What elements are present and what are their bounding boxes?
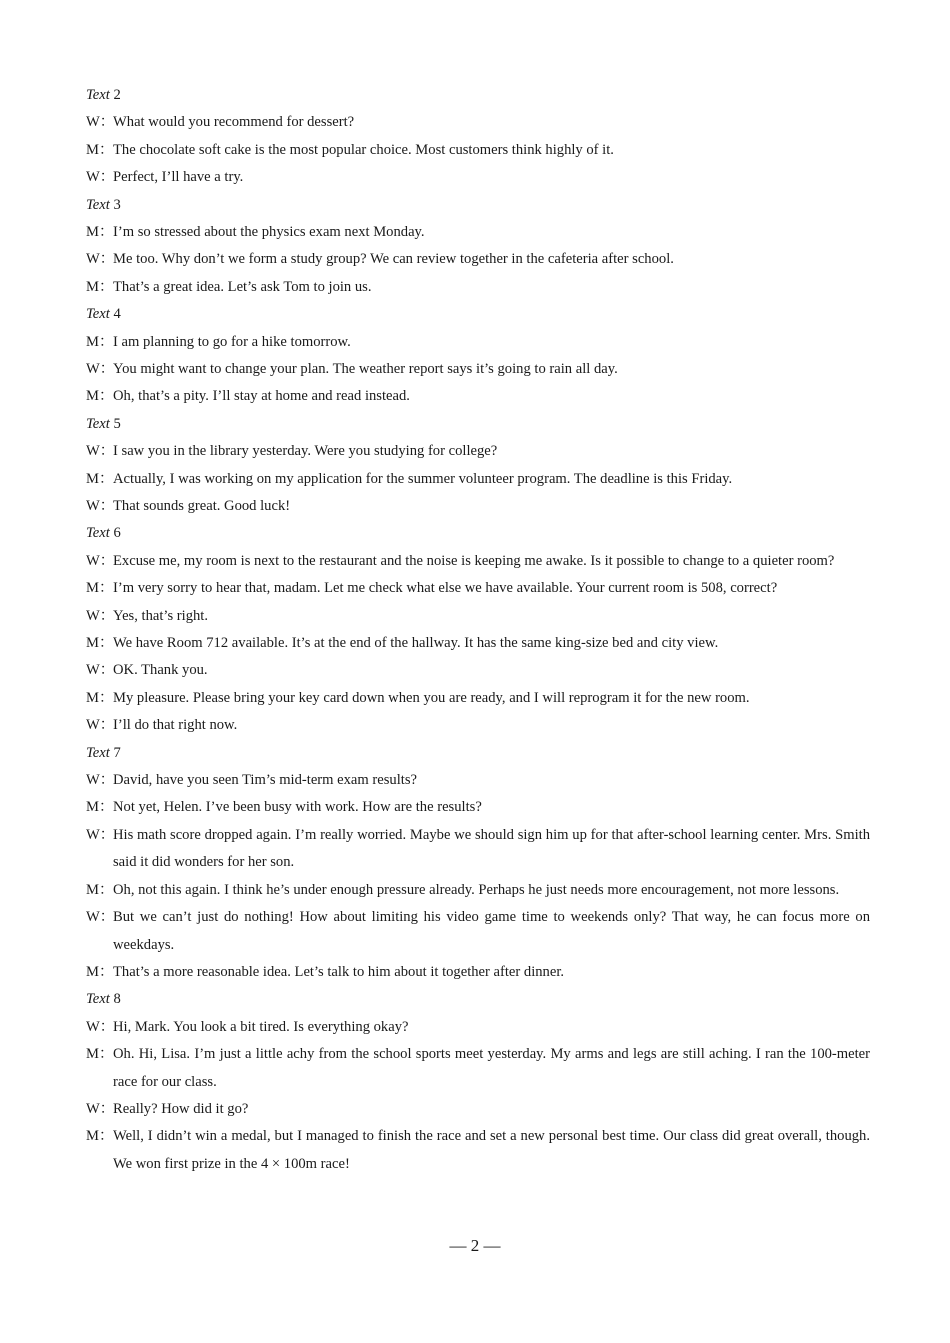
dialogue-line bbox=[86, 794, 870, 821]
dialogue-line bbox=[86, 274, 870, 301]
speaker-label: M： bbox=[86, 963, 114, 980]
speaker-label: W： bbox=[86, 552, 115, 569]
speaker-label: W： bbox=[86, 251, 115, 268]
section-number: 2 bbox=[113, 87, 121, 103]
dialogue-line bbox=[86, 1096, 870, 1123]
section-label: Text bbox=[86, 87, 110, 103]
speaker-label: M： bbox=[86, 799, 114, 816]
dialogue-line bbox=[86, 164, 870, 191]
dialogue-line bbox=[86, 1041, 870, 1096]
dialogue-line bbox=[86, 137, 870, 164]
speaker-label: W： bbox=[86, 826, 115, 843]
speaker-label: M： bbox=[86, 881, 114, 898]
speaker-label: W： bbox=[86, 1100, 115, 1117]
speaker-label: W： bbox=[86, 114, 115, 131]
utterance-text: But we can’t just do nothing! How about limiting his video game time to weekends only? That way, he can focus more on weekdays. bbox=[113, 909, 870, 953]
utterance-text: I’m so stressed about the physics exam next Monday. bbox=[113, 224, 425, 240]
dialogue-line bbox=[86, 822, 870, 877]
dialogue-line bbox=[86, 246, 870, 273]
speaker-label: W： bbox=[86, 662, 115, 679]
dialogue-line bbox=[86, 1123, 870, 1178]
dialogue-line bbox=[86, 438, 870, 465]
speaker-label: W： bbox=[86, 607, 115, 624]
speaker-label: M： bbox=[86, 470, 114, 487]
section-number: 6 bbox=[113, 525, 121, 542]
utterance-text: Actually, I was working on my application for the summer volunteer program. The deadline is this Friday. bbox=[113, 470, 733, 487]
dialogue-line bbox=[86, 657, 870, 684]
dialogue-line bbox=[86, 575, 870, 602]
section-label: Text bbox=[86, 196, 110, 213]
section-number: 8 bbox=[113, 991, 121, 1008]
utterance-text: I’ll do that right now. bbox=[113, 717, 238, 734]
section-label: Text bbox=[86, 991, 110, 1008]
utterance-text: You might want to change your plan. The weather report says it’s going to rain all day. bbox=[113, 361, 618, 378]
utterance-text: Not yet, Helen. I’ve been busy with work. How are the results? bbox=[113, 799, 482, 816]
section-heading bbox=[86, 520, 870, 547]
speaker-label: M： bbox=[86, 141, 114, 158]
speaker-label: W： bbox=[86, 361, 115, 378]
section-label: Text bbox=[86, 744, 110, 761]
utterance-text: Hi, Mark. You look a bit tired. Is everything okay? bbox=[113, 1018, 409, 1035]
section-heading bbox=[86, 82, 870, 109]
speaker-label: M： bbox=[86, 388, 114, 405]
dialogue-line bbox=[86, 219, 870, 246]
dialogue-line bbox=[86, 493, 870, 520]
utterance-text: Oh, that’s a pity. I’ll stay at home and read instead. bbox=[113, 388, 410, 405]
speaker-label: W： bbox=[86, 443, 115, 460]
dialogue-line bbox=[86, 685, 870, 712]
utterance-text: We have Room 712 available. It’s at the end of the hallway. It has the same king-size bed and city view. bbox=[113, 635, 719, 652]
speaker-label: W： bbox=[86, 498, 115, 515]
speaker-label: M： bbox=[86, 580, 114, 597]
dialogue-line bbox=[86, 959, 870, 986]
dialogue-line bbox=[86, 904, 870, 959]
utterance-text: That’s a great idea. Let’s ask Tom to join us. bbox=[113, 278, 372, 295]
page-number: — 2 — bbox=[449, 1236, 501, 1255]
utterance-text: Excuse me, my room is next to the restaurant and the noise is keeping me awake. Is it possible to change to a quieter room? bbox=[113, 552, 835, 569]
speaker-label: W： bbox=[86, 772, 115, 789]
utterance-text: Oh, not this again. I think he’s under enough pressure already. Perhaps he just needs more encouragement, not more lessons. bbox=[113, 881, 840, 898]
utterance-text: David, have you seen Tim’s mid-term exam results? bbox=[113, 772, 417, 789]
speaker-label: M： bbox=[86, 1128, 114, 1145]
speaker-label: M： bbox=[86, 333, 114, 350]
dialogue-line bbox=[86, 356, 870, 383]
utterance-text: His math score dropped again. I’m really worried. Maybe we should sign him up for that after-school learning center. Mrs. Smith said it did wonders for her son. bbox=[113, 826, 870, 871]
utterance-text: The chocolate soft cake is the most popular choice. Most customers think highly of it. bbox=[113, 141, 614, 158]
dialogue-line bbox=[86, 548, 870, 575]
section-heading bbox=[86, 411, 870, 438]
utterance-text: My pleasure. Please bring your key card down when you are ready, and I will reprogram it for the new room. bbox=[113, 689, 750, 706]
speaker-label: M： bbox=[86, 224, 114, 240]
utterance-text: That sounds great. Good luck! bbox=[113, 498, 291, 515]
section-number: 4 bbox=[113, 306, 121, 323]
utterance-text: Really? How did it go? bbox=[113, 1100, 249, 1117]
dialogue-line bbox=[86, 109, 870, 136]
section-number: 3 bbox=[113, 196, 121, 213]
speaker-label: M： bbox=[86, 689, 114, 706]
speaker-label: W： bbox=[86, 909, 115, 926]
utterance-text: Yes, that’s right. bbox=[113, 607, 209, 624]
dialogue-line bbox=[86, 603, 870, 630]
utterance-text: I am planning to go for a hike tomorrow. bbox=[113, 333, 351, 350]
section-label: Text bbox=[86, 306, 110, 323]
utterance-text: Me too. Why don’t we form a study group? We can review together in the cafeteria after school. bbox=[113, 251, 674, 268]
utterance-text: Perfect, I’ll have a try. bbox=[113, 169, 244, 186]
section-label: Text bbox=[86, 525, 110, 542]
dialogue-line bbox=[86, 1014, 870, 1041]
speaker-label: W： bbox=[86, 717, 115, 734]
dialogue-line bbox=[86, 630, 870, 657]
transcript-document bbox=[86, 82, 870, 1178]
section-number: 7 bbox=[113, 744, 121, 761]
speaker-label: M： bbox=[86, 1046, 114, 1063]
dialogue-line bbox=[86, 877, 870, 904]
utterance-text: Oh. Hi, Lisa. I’m just a little achy from the school sports meet yesterday. My arms and legs are still aching. I ran the 100-meter race for our class. bbox=[113, 1046, 870, 1090]
utterance-text: OK. Thank you. bbox=[113, 662, 208, 679]
dialogue-line bbox=[86, 712, 870, 739]
section-number: 5 bbox=[113, 415, 121, 432]
speaker-label: M： bbox=[86, 635, 114, 652]
utterance-text: I saw you in the library yesterday. Were you studying for college? bbox=[113, 443, 498, 460]
section-heading bbox=[86, 192, 870, 219]
utterance-text: Well, I didn’t win a medal, but I managed to finish the race and set a new personal best time. Our class did great overall, though. We won first prize in the 4 × 100m race! bbox=[113, 1128, 870, 1172]
utterance-text: That’s a more reasonable idea. Let’s talk to him about it together after dinner. bbox=[113, 963, 565, 980]
dialogue-line bbox=[86, 329, 870, 356]
speaker-label: M： bbox=[86, 278, 114, 295]
speaker-label: W： bbox=[86, 1018, 115, 1035]
utterance-text: What would you recommend for dessert? bbox=[113, 114, 355, 131]
dialogue-line bbox=[86, 466, 870, 493]
dialogue-line bbox=[86, 383, 870, 410]
section-label: Text bbox=[86, 415, 110, 432]
utterance-text: I’m very sorry to hear that, madam. Let me check what else we have available. Your current room is 508, correct? bbox=[113, 580, 778, 597]
section-heading bbox=[86, 986, 870, 1013]
dialogue-line bbox=[86, 767, 870, 794]
speaker-label: W： bbox=[86, 169, 115, 186]
section-heading bbox=[86, 301, 870, 328]
section-heading bbox=[86, 740, 870, 767]
